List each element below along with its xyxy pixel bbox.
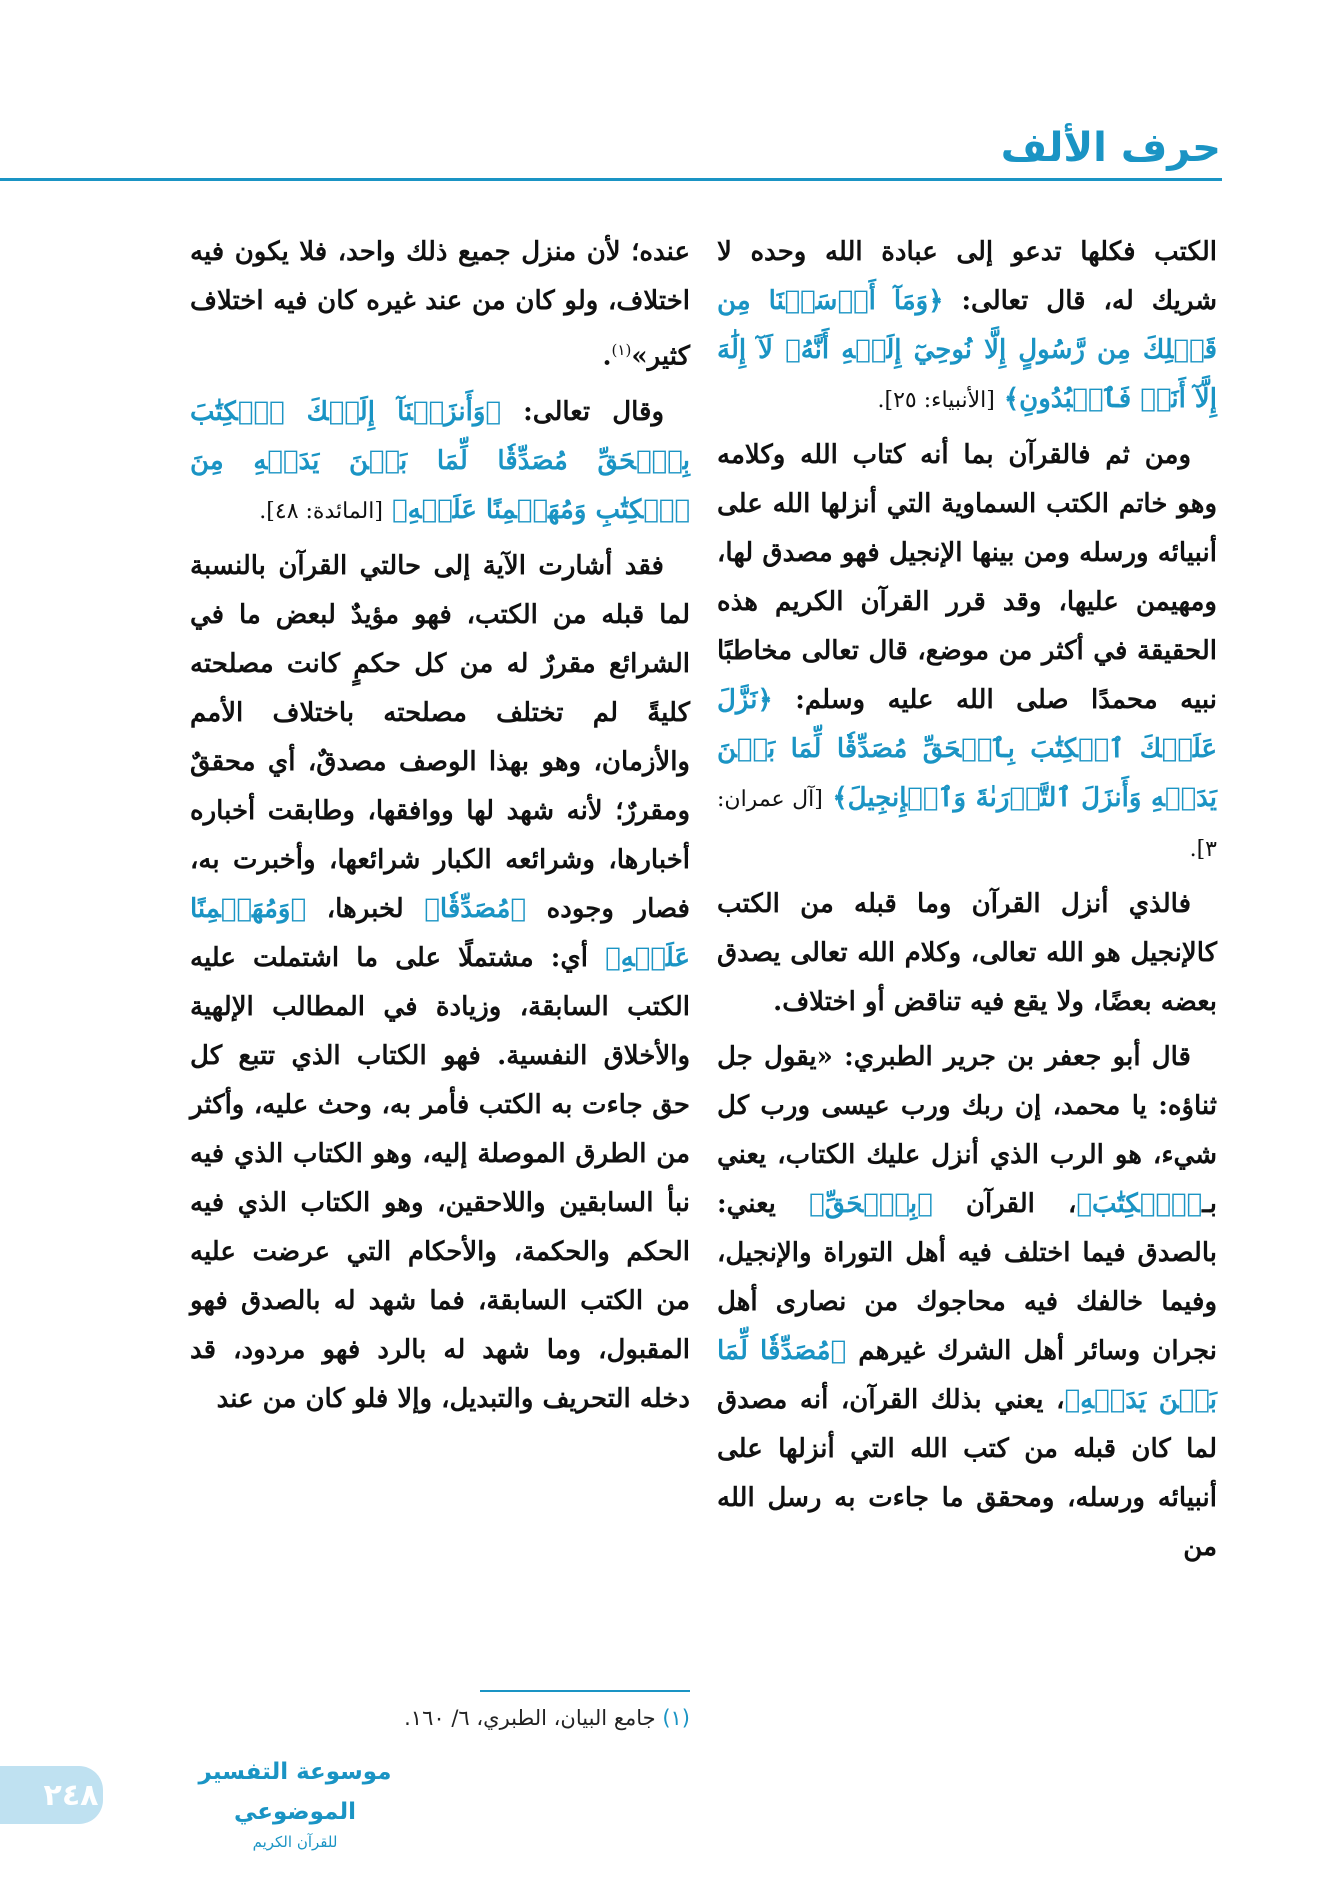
paragraph: فقد أشارت الآية إلى حالتي القرآن بالنسبة لما قبله من الكتب، فهو مؤيدٌ لبعض ما في الشرائع مقررٌ له من كل حكمٍ كانت مصلحته كليةً لم تختلف مصلحته باختلاف الأمم والأزمان، وهو بهذا الوصف مصدقٌ، أي محققٌ ومقررٌ؛ لأنه شهد لها ووافقها، وطابقت أخباره أخبارها، وشرائعه الكبار شرائعها، وأخبرت به، فصار وجوده ﴿مُصَدِّقٗا﴾ لخبرها، ﴿وَمُهَيۡمِنًا عَلَيۡهِ﴾ أي: مشتملًا على ما اشتملت عليه الكتب السابقة، وزيادة في المطالب الإلهية والأخلاق النفسية. فهو الكتاب الذي تتبع كل حق جاءت به الكتب فأمر به، وحث عليه، وأكثر من الطرق الموصلة إليه، وهو الكتاب الذي فيه نبأ السابقين واللاحقين، وهو الكتاب الذي فيه الحكم والحكمة، والأحكام التي عرضت عليه من الكتب السابقة، فما شهد له بالصدق فهو المقبول، وما شهد له بالرد فهو مردود، قد دخله التحريف والتبديل، وإلا فلو كان من عند	[190, 550, 690, 1414]
quran-verse: ﴿مُصَدِّقٗا لِّمَا بَيۡنَ يَدَيۡهِ﴾	[717, 1336, 1217, 1415]
quran-word: ﴿مُصَدِّقٗا﴾	[424, 893, 526, 924]
footnote-number: (١)	[662, 1706, 690, 1730]
paragraph: عنده؛ لأن منزل جميع ذلك واحد، فلا يكون فيه اختلاف، ولو كان من عند غيره كان فيه اختلاف كثير»$^{(١)}$.	[190, 237, 690, 372]
quran-word: ﴿بِٱلۡحَقِّ﴾	[809, 1189, 933, 1219]
footnote	[320, 1706, 690, 1730]
footnote-text: جامع البيان، الطبري، ٦/ ١٦٠.	[404, 1706, 656, 1730]
quran-verse: ﴿وَمَآ أَرۡسَلۡنَا مِن قَبۡلِكَ مِن رَّسُولٍ إِلَّا نُوحِيٓ إِلَيۡهِ أَنَّهُۥ لَآ إِلَٰهَ إِلَّآ أَنَا۠ فَٱعۡبُدُونِ﴾	[717, 286, 1217, 414]
logo-subtitle: للقرآن الكريم	[252, 1833, 338, 1851]
paragraph: الكتب فكلها تدعو إلى عبادة الله وحده لا شريك له، قال تعالى: ﴿وَمَآ أَرۡسَلۡنَا مِن قَبۡلِكَ مِن رَّسُولٍ إِلَّا نُوحِيٓ إِلَيۡهِ أَنَّهُۥ لَآ إِلَٰهَ إِلَّآ أَنَا۠ فَٱعۡبُدُونِ﴾ [الأنبياء: ٢٥].	[717, 237, 1218, 414]
paragraph: فالذي أنزل القرآن وما قبله من الكتب كالإنجيل هو الله تعالى، وكلام الله تعالى يصدق بعضه بعضًا، ولا يقع فيه تناقض أو اختلاف.	[717, 889, 1217, 1017]
paragraph: ومن ثم فالقرآن بما أنه كتاب الله وكلامه وهو خاتم الكتب السماوية التي أنزلها الله على أنبيائه ورسله ومن بينها الإنجيل فهو مصدق لها، ومهيمن عليها، وقد قرر القرآن الكريم هذه الحقيقة في أكثر من موضع، قال تعالى مخاطبًا نبيه محمدًا صلى الله عليه وسلم: ﴿نَزَّلَ عَلَيۡكَ ٱلۡكِتَٰبَ بِٱلۡحَقِّ مُصَدِّقٗا لِّمَا بَيۡنَ يَدَيۡهِ وَأَنزَلَ ٱلتَّوۡرَىٰةَ وَٱلۡإِنجِيلَ﴾ [آل عمران: ٣].	[717, 440, 1217, 862]
verse-reference: [المائدة: ٤٨].	[259, 498, 383, 524]
header-rule	[0, 178, 1222, 181]
verse-reference: [آل عمران: ٣].	[717, 787, 1217, 862]
footnote-marker: (١)	[611, 341, 632, 359]
encyclopedia-logo	[185, 1752, 405, 1851]
paragraph: وقال تعالى: ﴿وَأَنزَلۡنَآ إِلَيۡكَ ٱلۡكِتَٰبَ بِٱلۡحَقِّ مُصَدِّقٗا لِّمَا بَيۡنَ يَدَيۡهِ مِنَ ٱلۡكِتَٰبِ وَمُهَيۡمِنًا عَلَيۡهِ﴾ [المائدة: ٤٨].	[190, 396, 690, 525]
quran-word: ﴿ٱلۡكِتَٰبَ﴾	[1076, 1189, 1203, 1219]
quran-word: ﴿وَمُهَيۡمِنًا عَلَيۡهِ﴾	[190, 893, 690, 973]
footnote-rule	[480, 1690, 690, 1692]
paragraph: قال أبو جعفر بن جرير الطبري: «يقول جل ثناؤه: يا محمد، إن ربك ورب عيسى ورب كل شيء، هو الرب الذي أنزل عليك الكتاب، يعني بـ﴿ٱلۡكِتَٰبَ﴾، القرآن ﴿بِٱلۡحَقِّ﴾ يعني: بالصدق فيما اختلف فيه أهل التوراة والإنجيل، وفيما خالفك فيه محاجوك من نصارى أهل نجران وسائر أهل الشرك غيرهم ﴿مُصَدِّقٗا لِّمَا بَيۡنَ يَدَيۡهِ﴾، يعني بذلك القرآن، أنه مصدق لما كان قبله من كتب الله التي أنزلها على أنبيائه ورسله، ومحقق ما جاءت به رسل الله من	[717, 1042, 1217, 1562]
page-number: ٢٤٨	[43, 1778, 99, 1813]
quran-verse: ﴿وَأَنزَلۡنَآ إِلَيۡكَ ٱلۡكِتَٰبَ بِٱلۡحَقِّ مُصَدِّقٗا لِّمَا بَيۡنَ يَدَيۡهِ مِنَ ٱلۡكِتَٰبِ وَمُهَيۡمِنًا عَلَيۡهِ﴾	[190, 396, 690, 525]
right-column	[717, 228, 1217, 1748]
logo-title: موسوعة التفسير الموضوعي	[198, 1759, 392, 1825]
verse-reference: [الأنبياء: ٢٥].	[877, 388, 995, 413]
left-column	[190, 228, 690, 1430]
quran-verse: ﴿نَزَّلَ عَلَيۡكَ ٱلۡكِتَٰبَ بِٱلۡحَقِّ مُصَدِّقٗا لِّمَا بَيۡنَ يَدَيۡهِ وَأَنزَلَ ٱلتَّوۡرَىٰةَ وَٱلۡإِنجِيلَ﴾	[717, 685, 1217, 813]
chapter-title: حرف الألف	[1000, 125, 1221, 171]
